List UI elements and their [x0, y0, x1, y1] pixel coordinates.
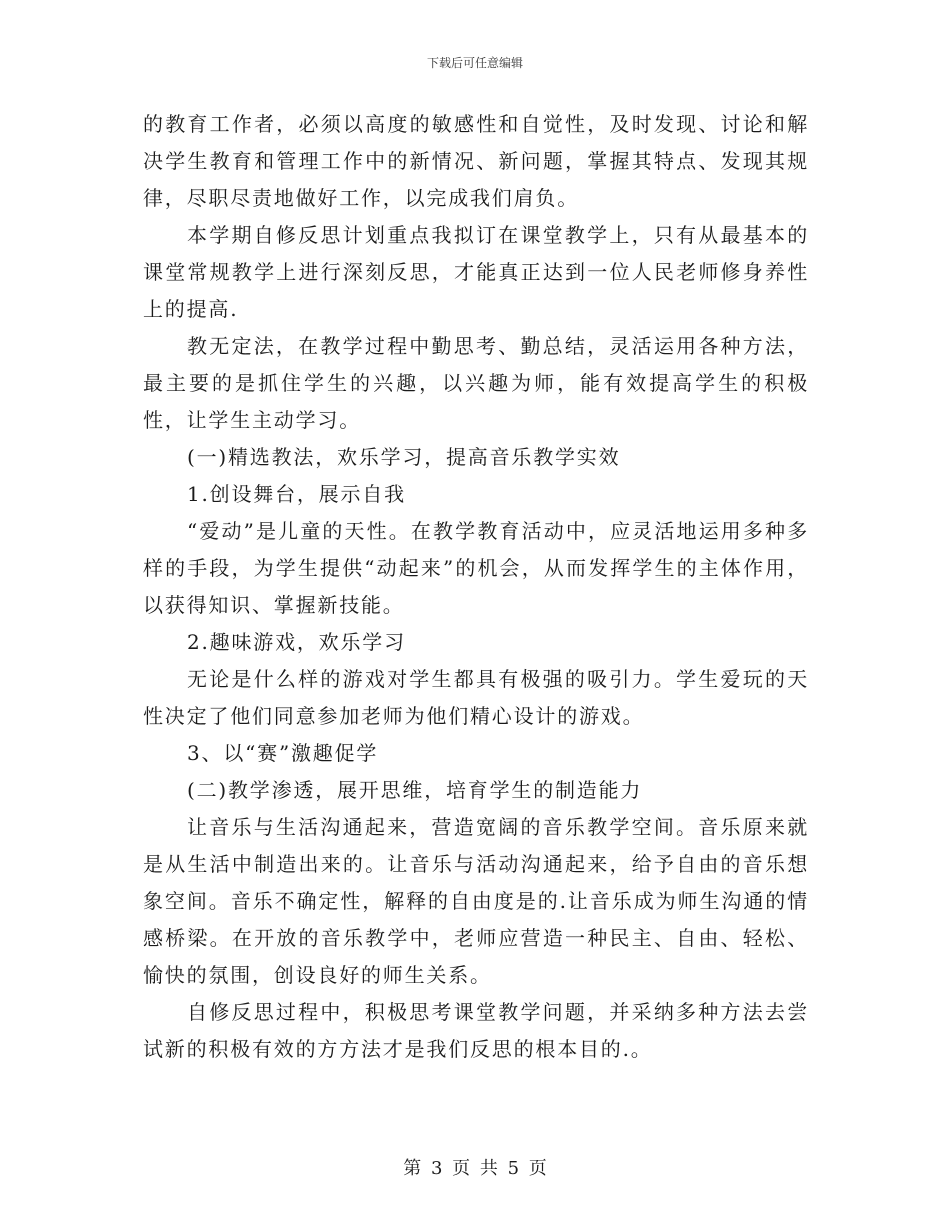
- section-heading: (二)教学渗透，展开思维，培育学生的制造能力: [187, 778, 643, 802]
- paragraph: 自修反思过程中，积极思考课堂教学问题，并采纳多种方法去尝试新的积极有效的方方法才是我们反思的根本目的.。: [143, 1000, 809, 1061]
- subsection-heading: 3、以“赛”激趣促学: [187, 741, 379, 765]
- paragraph: 本学期自修反思计划重点我拟订在课堂教学上，只有从最基本的课堂常规教学上进行深刻反思，才能真正达到一位人民老师修身养性上的提高.: [143, 223, 809, 321]
- paragraph: 让音乐与生活沟通起来，营造宽阔的音乐教学空间。音乐原来就是从生活中制造出来的。让音乐与活动沟通起来，给予自由的音乐想象空间。音乐不确定性，解释的自由度是的.让音乐成为师生沟通的情感桥梁。在开放的音乐教学中，老师应营造一种民主、自由、轻松、愉快的氛围，创设良好的师生关系。: [143, 815, 809, 987]
- paragraph: 的教育工作者，必须以高度的敏感性和自觉性，及时发现、讨论和解决学生教育和管理工作中的新情况、新问题，掌握其特点、发现其规律，尽职尽责地做好工作，以完成我们肩负。: [143, 112, 809, 210]
- paragraph: 无论是什么样的游戏对学生都具有极强的吸引力。学生爱玩的天性决定了他们同意参加老师为他们精心设计的游戏。: [143, 667, 809, 728]
- paragraph: “爱动”是儿童的天性。在教学教育活动中，应灵活地运用多种多样的手段，为学生提供“动起来”的机会，从而发挥学生的主体作用，以获得知识、掌握新技能。: [143, 519, 809, 617]
- header-note: 下载后可任意编辑: [426, 56, 523, 70]
- section-heading: (一)精选教法，欢乐学习，提高音乐教学实效: [187, 445, 621, 469]
- paragraph: 教无定法，在教学过程中勤思考、勤总结，灵活运用各种方法，最主要的是抓住学生的兴趣，以兴趣为师，能有效提高学生的积极性，让学生主动学习。: [143, 334, 809, 432]
- subsection-heading: 2.趣味游戏，欢乐学习: [187, 630, 406, 654]
- subsection-heading: 1.创设舞台，展示自我: [187, 482, 406, 506]
- page-number: 第 3 页 共 5 页: [403, 1158, 547, 1179]
- document-body: [143, 106, 809, 1068]
